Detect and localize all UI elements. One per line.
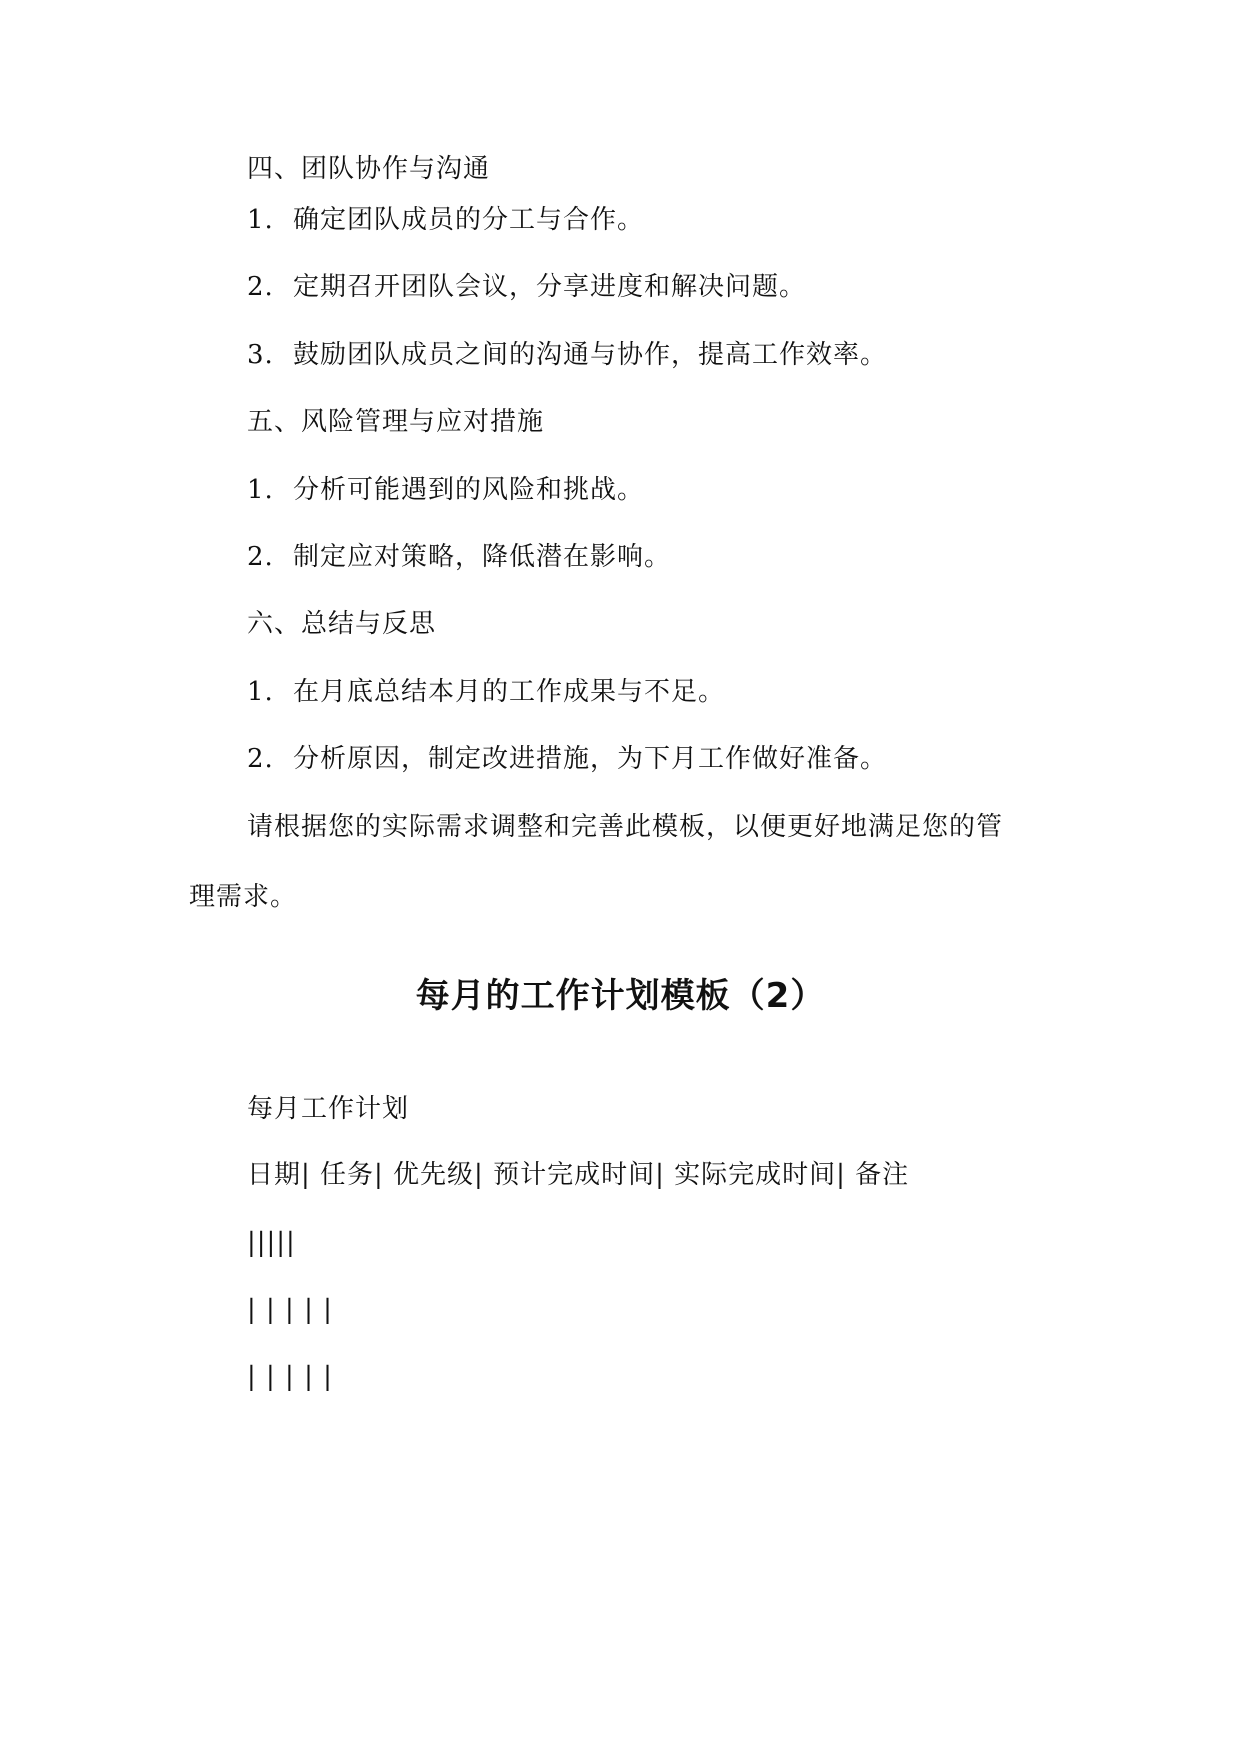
plan-subtitle: 每月工作计划 (247, 1094, 410, 1124)
list-item (247, 338, 887, 372)
list-item-number: 1. (247, 677, 274, 707)
list-item (247, 675, 725, 709)
list-item-number: 1. (247, 475, 274, 505)
section-6-heading: 六、总结与反思 (247, 609, 437, 639)
list-item-text: 定期召开团队会议，分享进度和解决问题。 (293, 272, 807, 302)
list-item-text: 分析原因，制定改进措施，为下月工作做好准备。 (293, 744, 888, 774)
document-title: 每月的工作计划模板（2） (415, 976, 826, 1016)
table-row: | | | | | (247, 1362, 333, 1392)
list-item-text: 制定应对策略，降低潜在影响。 (293, 542, 672, 572)
closing-paragraph-line-1: 请根据您的实际需求调整和完善此模板，以便更好地满足您的管 (247, 812, 1004, 842)
list-item-text: 分析可能遇到的风险和挑战。 (293, 475, 645, 505)
list-item-text: 确定团队成员的分工与合作。 (293, 205, 645, 235)
list-item-text: 鼓励团队成员之间的沟通与协作，提高工作效率。 (293, 340, 888, 370)
list-item-number: 3. (247, 340, 274, 370)
table-header: 日期| 任务| 优先级| 预计完成时间| 实际完成时间| 备注 (247, 1160, 910, 1190)
list-item-number: 2. (247, 744, 274, 774)
list-item-number: 2. (247, 272, 274, 302)
list-item-text: 在月底总结本月的工作成果与不足。 (293, 677, 726, 707)
list-item (247, 540, 671, 574)
list-item-number: 1. (247, 205, 274, 235)
list-item (247, 473, 644, 507)
closing-paragraph-line-2: 理需求。 (189, 882, 298, 912)
table-row: | | | | | (247, 1295, 333, 1325)
list-item-number: 2. (247, 542, 274, 572)
section-5-heading: 五、风险管理与应对措施 (247, 407, 545, 437)
table-row: ||||| (247, 1228, 296, 1258)
list-item (247, 203, 644, 237)
section-4-heading: 四、团队协作与沟通 (247, 154, 491, 184)
list-item (247, 742, 887, 776)
list-item (247, 270, 806, 304)
